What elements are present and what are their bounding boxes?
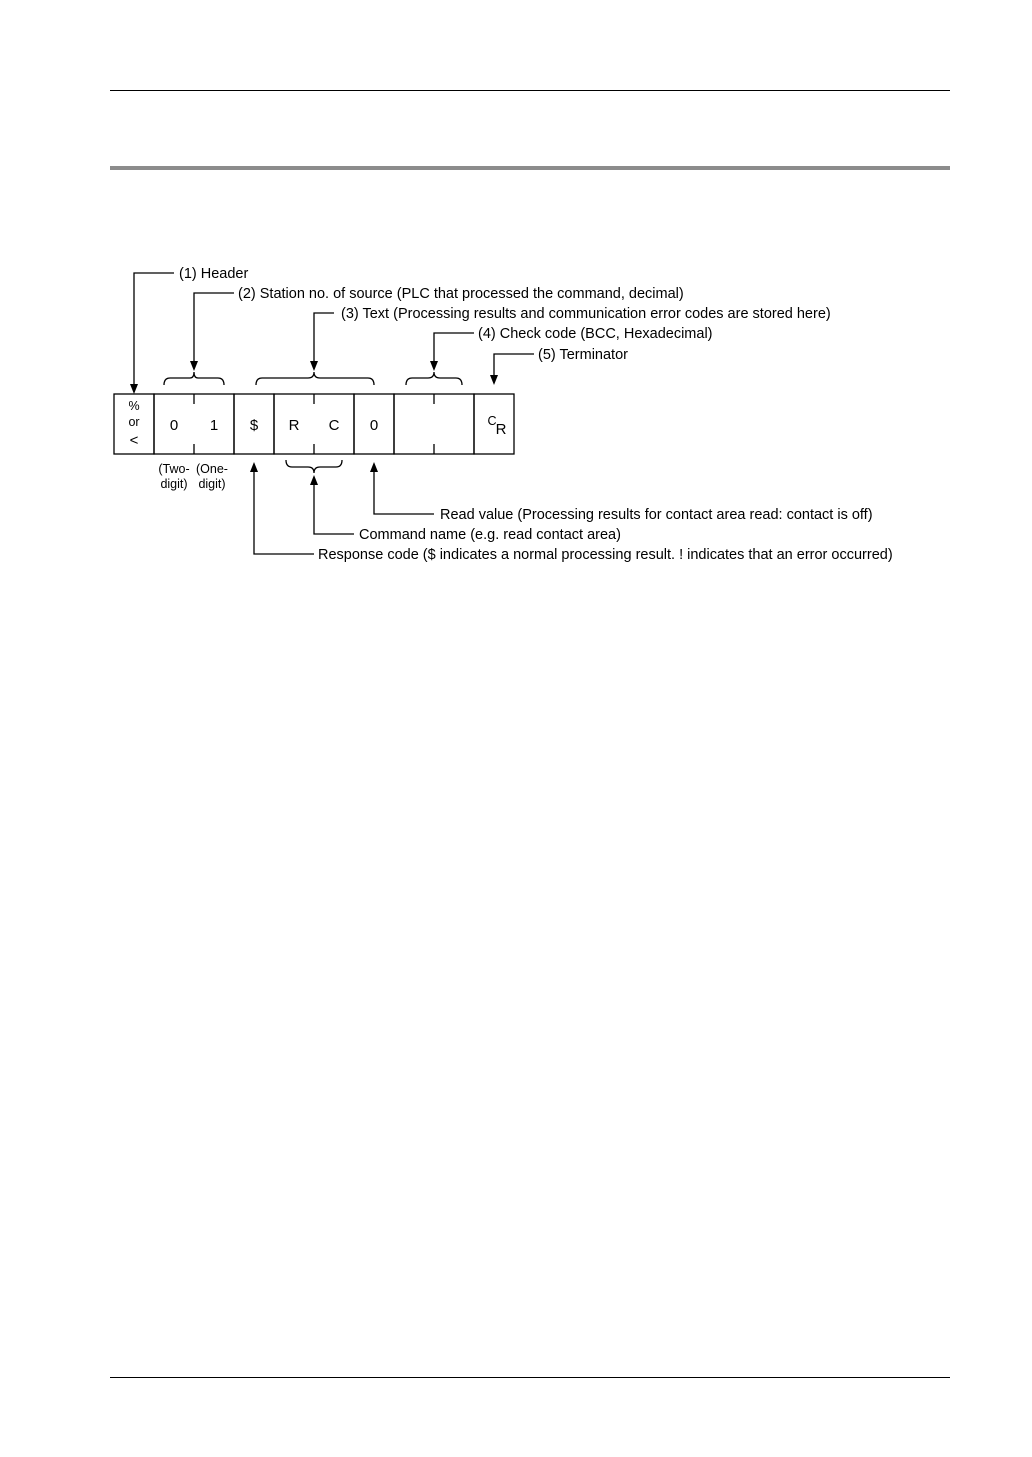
label-station: (2) Station no. of source (PLC that processed the command, decimal) xyxy=(238,286,684,302)
label-terminator: (5) Terminator xyxy=(538,347,628,363)
station-digit-tens: 0 xyxy=(169,417,179,434)
command-char-r: R xyxy=(288,417,300,434)
response-code-leader xyxy=(254,470,314,554)
label-read-value: Read value (Processing results for contact area read: contact is off) xyxy=(440,507,873,523)
header-lt: < xyxy=(129,432,139,449)
terminator-c: C xyxy=(487,414,497,428)
header-arrowhead xyxy=(130,384,138,394)
label-header: (1) Header xyxy=(179,266,249,282)
section-rule xyxy=(110,166,950,170)
header-or: or xyxy=(128,415,140,429)
header-percent: % xyxy=(128,399,140,413)
response-code-arrowhead xyxy=(250,462,258,472)
terminator-arrowhead xyxy=(490,375,498,385)
label-command-name: Command name (e.g. read contact area) xyxy=(359,527,621,543)
check-leader xyxy=(434,333,474,363)
terminator-r: R xyxy=(495,421,507,438)
label-check-code: (4) Check code (BCC, Hexadecimal) xyxy=(478,326,713,342)
header-rule xyxy=(110,90,950,91)
footer-rule xyxy=(110,1377,950,1378)
command-char-c: C xyxy=(328,417,340,434)
digit-note-tens-2: digit) xyxy=(160,477,188,491)
check-brace xyxy=(406,372,462,385)
station-leader xyxy=(194,293,234,363)
command-name-arrowhead xyxy=(310,475,318,485)
digit-note-ones-2: digit) xyxy=(198,477,226,491)
read-value-arrowhead xyxy=(370,462,378,472)
text-brace xyxy=(256,372,374,385)
station-brace xyxy=(164,372,224,385)
label-response-code: Response code ($ indicates a normal processing result. ! indicates that an error occurred) xyxy=(318,547,893,563)
read-value-cell: 0 xyxy=(369,417,379,434)
digit-note-tens-1: (Two- xyxy=(158,462,190,476)
station-arrowhead xyxy=(190,361,198,371)
header-leader xyxy=(134,273,174,387)
text-arrowhead xyxy=(310,361,318,371)
check-arrowhead xyxy=(430,361,438,371)
station-digit-ones: 1 xyxy=(209,417,219,434)
label-text: (3) Text (Processing results and communication error codes are stored here) xyxy=(341,306,831,322)
digit-note-ones-1: (One- xyxy=(196,462,228,476)
read-value-leader xyxy=(374,470,434,514)
response-frame-diagram xyxy=(0,250,1032,580)
command-brace xyxy=(286,460,342,473)
terminator-leader xyxy=(494,354,534,377)
text-leader xyxy=(314,313,334,363)
response-code-cell: $ xyxy=(249,417,259,434)
command-name-leader xyxy=(314,482,354,534)
